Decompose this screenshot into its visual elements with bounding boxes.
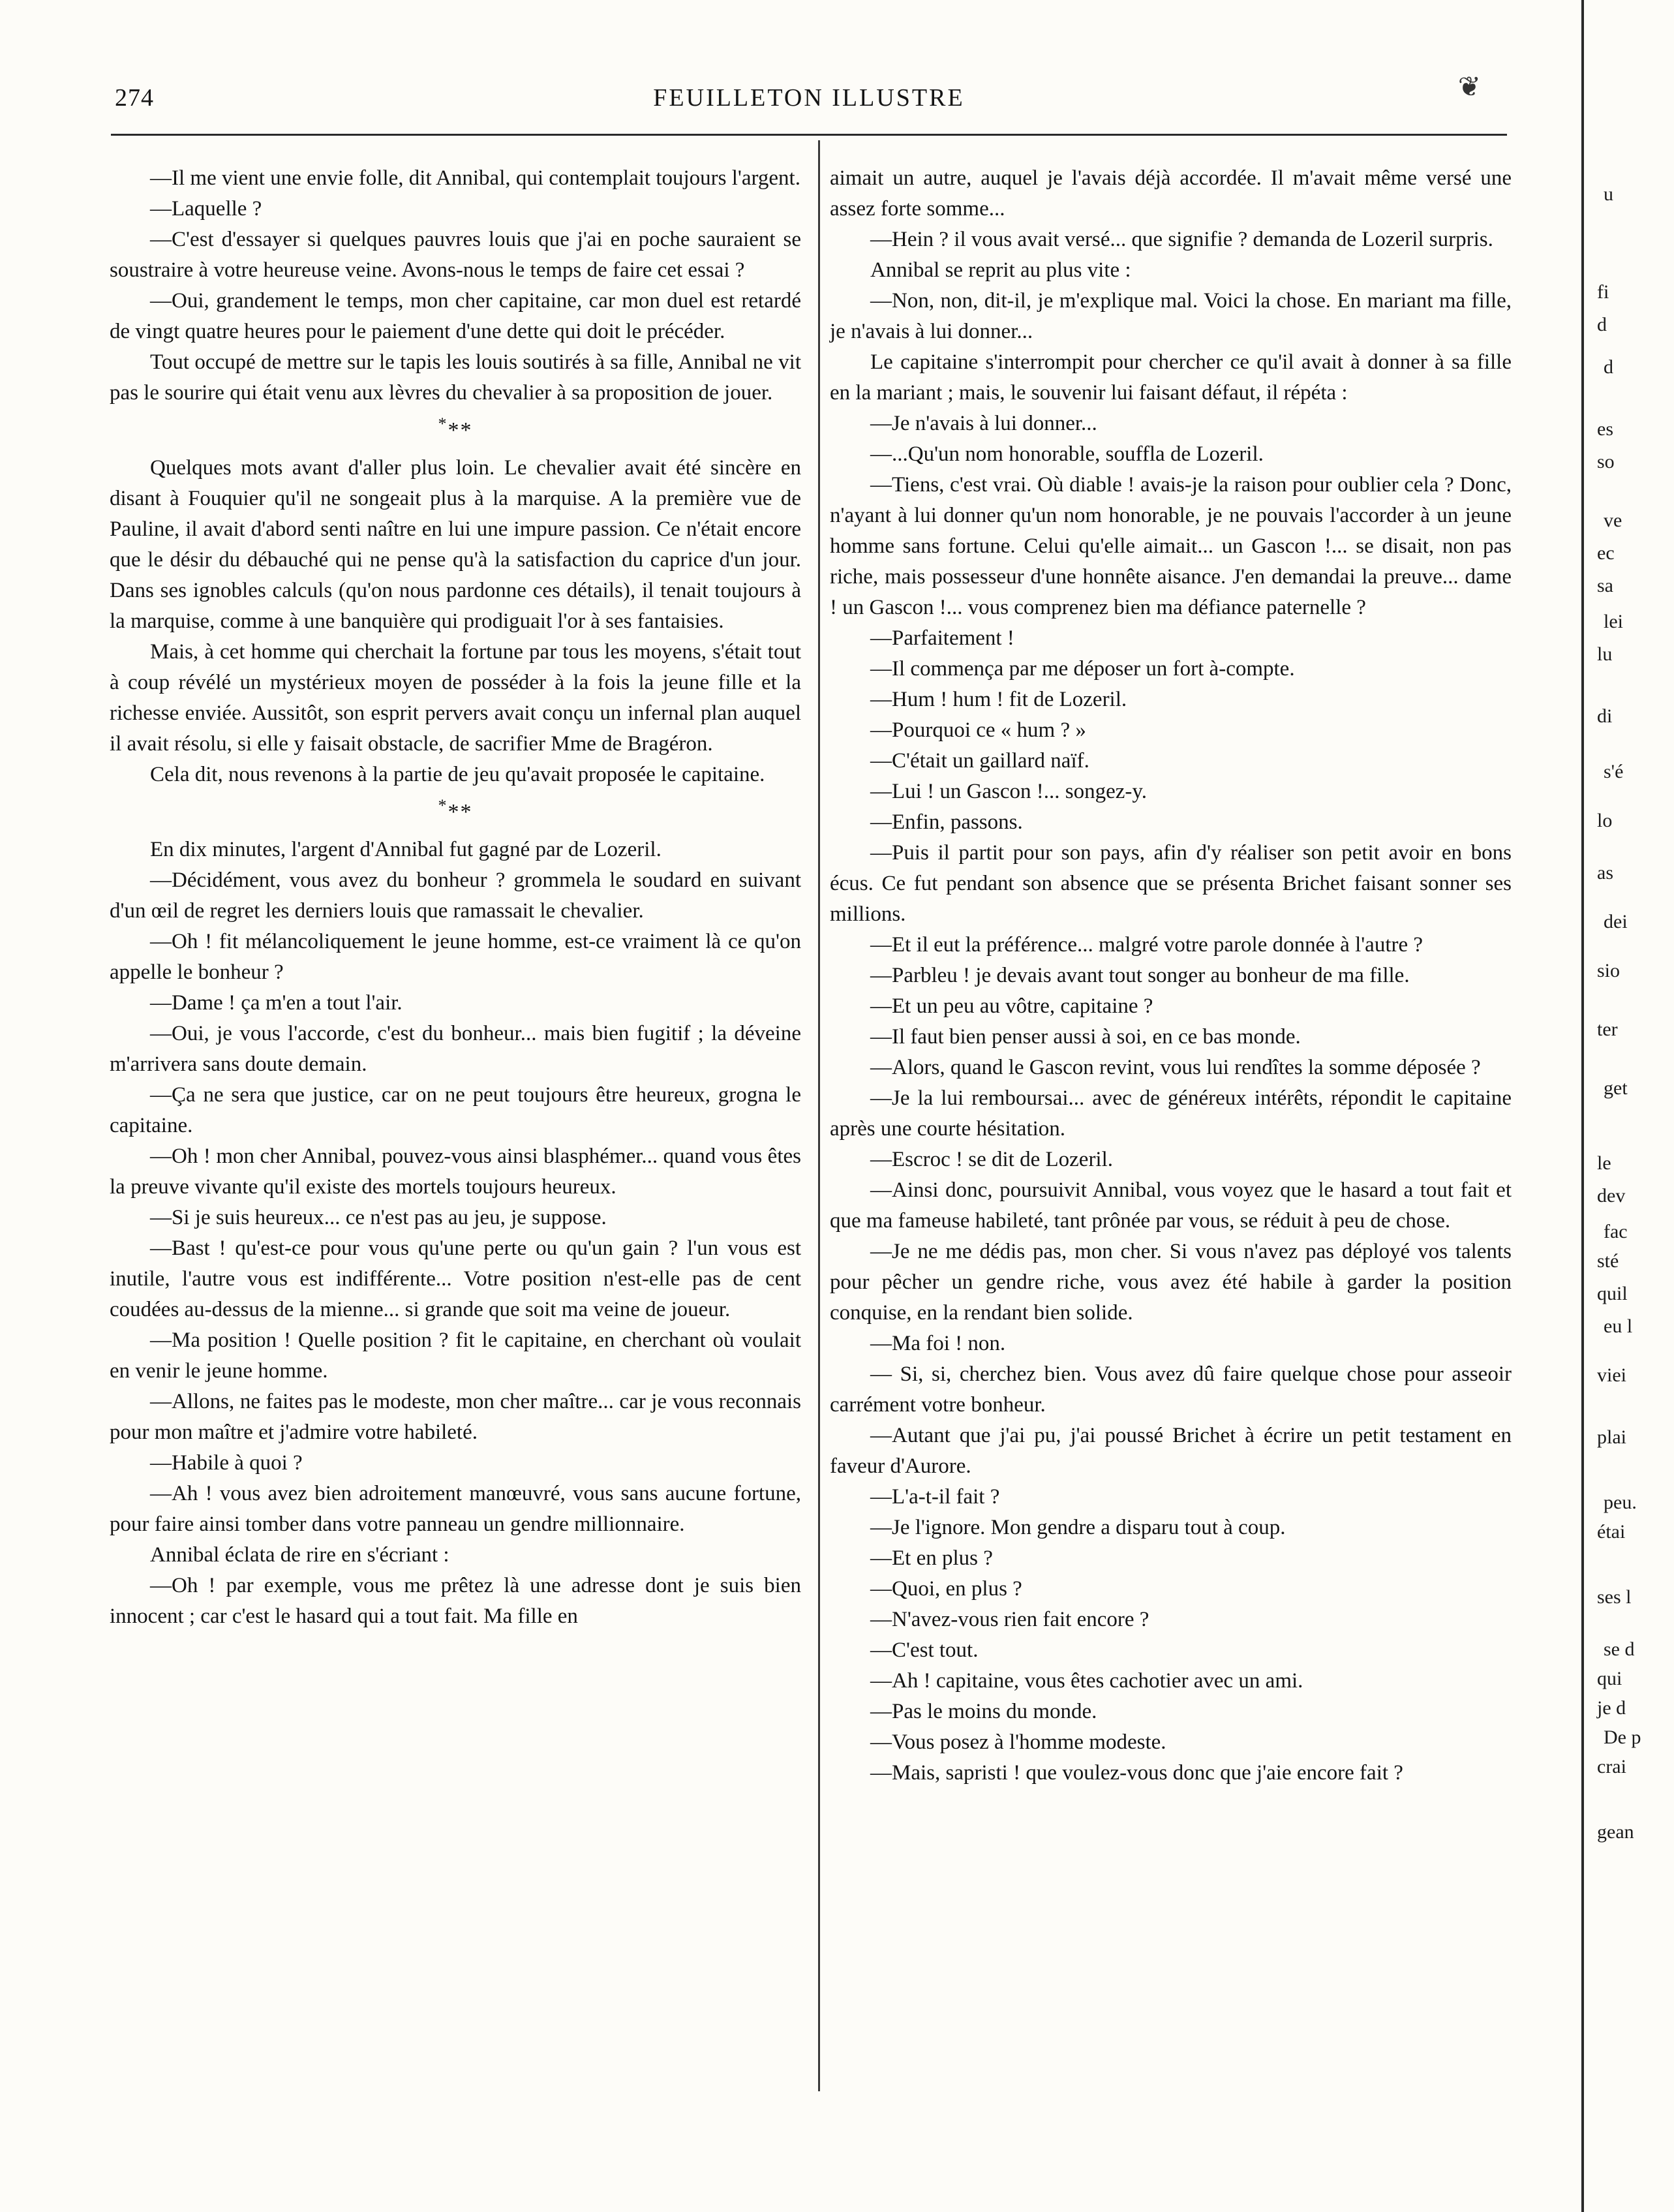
right-column	[830, 163, 1512, 1789]
edge-fragment: as	[1597, 862, 1613, 883]
edge-fragment: dei	[1604, 911, 1628, 932]
edge-fragment: ec	[1597, 542, 1615, 564]
paragraph: Mais, à cet homme qui cherchait la fortune par tous les moyens, s'était tout à coup révélé un mystérieux moyen de posséder à la fois la jeune fille et la richesse enviée. Aussitôt, son esprit pervers avait conçu un infernal plan auquel il avait résolu, si elle y faisait obstacle, de sacrifier Mme de Bragéron.	[110, 640, 801, 756]
edge-fragment: di	[1597, 705, 1613, 727]
edge-fragment: gean	[1597, 1821, 1634, 1843]
paragraph: —Ma foi ! non.	[870, 1332, 1006, 1355]
paragraph: —Non, non, dit-il, je m'explique mal. Voici la chose. En mariant ma fille, je n'avais à lui donner...	[830, 289, 1512, 343]
edge-fragment: get	[1604, 1077, 1628, 1099]
paragraph: —Je l'ignore. Mon gendre a disparu tout à coup.	[870, 1516, 1286, 1539]
paragraph: —Je n'avais à lui donner...	[870, 412, 1097, 435]
edge-fragment: peu.	[1604, 1492, 1637, 1513]
paragraph: —Autant que j'ai pu, j'ai poussé Brichet à écrire un petit testament en faveur d'Aurore.	[830, 1424, 1512, 1478]
paragraph: —Lui ! un Gascon !... songez-y.	[870, 780, 1148, 803]
paragraph: —Ah ! capitaine, vous êtes cachotier avec un ami.	[870, 1669, 1303, 1693]
paragraph: Tout occupé de mettre sur le tapis les louis soutirés à sa fille, Annibal ne vit pas le sourire qui était venu aux lèvres du chevalier à sa proposition de jouer.	[110, 350, 801, 405]
edge-fragment: so	[1597, 451, 1615, 472]
section-break: ***	[438, 414, 473, 442]
paragraph: —Laquelle ?	[150, 197, 262, 221]
paragraph: —Il commença par me déposer un fort à-compte.	[870, 657, 1295, 681]
paragraph: —Escroc ! se dit de Lozeril.	[870, 1148, 1114, 1171]
edge-fragment: De p	[1604, 1727, 1641, 1748]
paragraph: Le capitaine s'interrompit pour chercher ce qu'il avait à donner à sa fille en la mariant ; mais, le souvenir lui faisant défaut, il répéta :	[830, 350, 1512, 405]
edge-fragment: d	[1597, 314, 1607, 335]
paragraph: —C'est tout.	[870, 1638, 979, 1662]
paragraph: —Je la lui remboursai... avec de généreux intérêts, répondit le capitaine après une courte hésitation.	[830, 1086, 1512, 1141]
paragraph: Annibal éclata de rire en s'écriant :	[150, 1543, 449, 1567]
edge-fragment: ses l	[1597, 1586, 1632, 1608]
paragraph: —Tiens, c'est vrai. Où diable ! avais-je la raison pour oublier cela ? Donc, n'ayant à lui donner qu'un nom honorable, je ne pouvais l'accorder à un jeune homme sans fortune. Celui qu'elle aimait... un Gascon !... se disait, non pas riche, mais possesseur d'une honnête aisance. J'en demandai la preuve... dame ! un Gascon !... vous comprenez bien ma défiance paternelle ?	[830, 473, 1512, 619]
paragraph: —Dame ! ça m'en a tout l'air.	[150, 991, 403, 1015]
edge-fragment: viei	[1597, 1364, 1626, 1386]
edge-fragment: s'é	[1604, 761, 1624, 782]
paragraph: —Il faut bien penser aussi à soi, en ce bas monde.	[870, 1025, 1301, 1049]
paragraph: —Décidément, vous avez du bonheur ? grommela le soudard en suivant d'un œil de regret les derniers louis que ramassait le chevalier.	[110, 868, 801, 923]
edge-fragment: se d	[1604, 1638, 1635, 1660]
paragraph: —C'était un gaillard naïf.	[870, 749, 1089, 773]
paragraph: — Si, si, cherchez bien. Vous avez dû faire quelque chose pour asseoir carrément votre bonheur.	[830, 1362, 1512, 1417]
paragraph: —Ah ! vous avez bien adroitement manœuvré, vous sans aucune fortune, pour faire ainsi tomber dans votre panneau un gendre millionnaire.	[110, 1482, 801, 1536]
edge-fragment: crai	[1597, 1756, 1626, 1777]
edge-fragment: étai	[1597, 1521, 1626, 1543]
paragraph: —Pourquoi ce « hum ? »	[870, 718, 1086, 742]
paragraph: —Hein ? il vous avait versé... que signifie ? demanda de Lozeril surpris.	[870, 228, 1493, 251]
edge-fragment: dev	[1597, 1185, 1626, 1206]
paragraph: —Ça ne sera que justice, car on ne peut toujours être heureux, grogna le capitaine.	[110, 1083, 801, 1137]
edge-fragment: ve	[1604, 510, 1622, 531]
paragraph: —Pas le moins du monde.	[870, 1700, 1097, 1723]
paragraph: —Oh ! par exemple, vous me prêtez là une adresse dont je suis bien innocent ; car c'est le hasard qui a tout fait. Ma fille en	[110, 1574, 801, 1628]
edge-fragment: fac	[1604, 1221, 1628, 1242]
adjacent-page-fragment	[1592, 0, 1674, 2212]
paragraph: —Et il eut la préférence... malgré votre parole donnée à l'autre ?	[870, 933, 1423, 957]
paragraph: —N'avez-vous rien fait encore ?	[870, 1608, 1149, 1631]
paragraph: —Si je suis heureux... ce n'est pas au jeu, je suppose.	[150, 1206, 607, 1229]
left-column	[110, 163, 801, 1632]
paragraph: Cela dit, nous revenons à la partie de jeu qu'avait proposée le capitaine.	[150, 763, 765, 786]
paragraph: —Oh ! mon cher Annibal, pouvez-vous ainsi blasphémer... quand vous êtes la preuve vivante qu'il existe des mortels toujours heureux.	[110, 1144, 801, 1199]
section-break: ***	[438, 796, 473, 824]
paragraph: —Et en plus ?	[870, 1546, 993, 1570]
paragraph: —Alors, quand le Gascon revint, vous lui rendîtes la somme déposée ?	[870, 1056, 1481, 1079]
paragraph: —Parbleu ! je devais avant tout songer au bonheur de ma fille.	[870, 964, 1410, 987]
paragraph: —Oui, je vous l'accorde, c'est du bonheur... mais bien fugitif ; la déveine m'arrivera sans doute demain.	[110, 1022, 801, 1076]
edge-fragment: es	[1597, 418, 1613, 440]
paragraph: —Hum ! hum ! fit de Lozeril.	[870, 688, 1127, 711]
page-number: 274	[115, 84, 154, 112]
edge-fragment: lei	[1604, 611, 1623, 632]
paragraph: —Il me vient une envie folle, dit Annibal, qui contemplait toujours l'argent.	[150, 166, 800, 190]
edge-fragment: lu	[1597, 643, 1613, 665]
column-divider	[818, 140, 820, 2091]
ornament-icon: ❦	[1457, 72, 1481, 102]
paragraph: Annibal se reprit au plus vite :	[870, 258, 1131, 282]
edge-fragment: sté	[1597, 1250, 1619, 1272]
paragraph: —Bast ! qu'est-ce pour vous qu'une perte ou qu'un gain ? l'un vous est inutile, l'autre vous est indifférente... Votre position n'est-elle pas de cent coudées au-dessus de la mienne... si grande que soit ma veine de joueur.	[110, 1237, 801, 1321]
header-rule	[111, 134, 1507, 136]
edge-fragment: fi	[1597, 281, 1609, 303]
edge-fragment: sio	[1597, 960, 1621, 981]
paragraph: —Oh ! fit mélancoliquement le jeune homme, est-ce vraiment là ce qu'on appelle le bonheur ?	[110, 930, 801, 984]
edge-fragment: sa	[1597, 575, 1613, 596]
page-header	[111, 72, 1507, 129]
edge-fragment: quil	[1597, 1283, 1628, 1304]
paragraph: —Ainsi donc, poursuivit Annibal, vous voyez que le hasard a tout fait et que ma fameuse habileté, tant prônée par vous, se réduit à peu de chose.	[830, 1178, 1512, 1233]
paragraph: —Parfaitement !	[870, 626, 1014, 650]
paragraph: —Vous posez à l'homme modeste.	[870, 1730, 1166, 1754]
paragraph: —Puis il partit pour son pays, afin d'y réaliser son petit avoir en bons écus. Ce fut pendant son absence que se présenta Brichet faisant sonner ses millions.	[830, 841, 1512, 926]
paragraph: —...Qu'un nom honorable, souffla de Lozeril.	[870, 442, 1264, 466]
edge-fragment: u	[1604, 183, 1613, 205]
paragraph: —L'a-t-il fait ?	[870, 1485, 1000, 1509]
paragraph: Quelques mots avant d'aller plus loin. Le chevalier avait été sincère en disant à Fouquier qu'il ne songeait plus à la marquise. A la première vue de Pauline, il avait d'abord senti naître en lui une impure passion. Ce n'était encore que le désir du débauché qui ne pense qu'à la satisfaction du caprice d'un jour. Dans ses ignobles calculs (qu'on nous pardonne ces détails), il tenait toujours à la marquise, comme à une banquière qui prodiguait l'or à ses fantaisies.	[110, 456, 801, 633]
paragraph: —Enfin, passons.	[870, 810, 1023, 834]
paragraph: —Ma position ! Quelle position ? fit le capitaine, en cherchant où voulait en venir le jeune homme.	[110, 1329, 801, 1383]
edge-fragment: eu l	[1604, 1315, 1633, 1337]
paragraph: —Habile à quoi ?	[150, 1451, 303, 1475]
paragraph: —C'est d'essayer si quelques pauvres louis que j'ai en poche sauraient se soustraire à votre heureuse veine. Avons-nous le temps de faire cet essai ?	[110, 228, 801, 282]
edge-fragment: qui	[1597, 1668, 1622, 1689]
edge-fragment: lo	[1597, 810, 1613, 831]
running-title: FEUILLETON ILLUSTRE	[653, 84, 965, 112]
edge-fragment: d	[1604, 356, 1613, 378]
edge-fragment: le	[1597, 1152, 1611, 1174]
paragraph: —Je ne me dédis pas, mon cher. Si vous n'avez pas déployé vos talents pour pêcher un gendre riche, vous avez été habile à garder la position conquise, en la rendant bien solide.	[830, 1240, 1512, 1325]
paragraph: —Et un peu au vôtre, capitaine ?	[870, 994, 1153, 1018]
edge-fragment: plai	[1597, 1426, 1626, 1448]
paragraph: —Allons, ne faites pas le modeste, mon cher maître... car je vous reconnais pour mon maître et j'admire votre habileté.	[110, 1390, 801, 1444]
paragraph: —Mais, sapristi ! que voulez-vous donc que j'aie encore fait ?	[870, 1761, 1403, 1785]
paragraph: —Oui, grandement le temps, mon cher capitaine, car mon duel est retardé de vingt quatre heures pour le paiement d'une dette qui doit le précéder.	[110, 289, 801, 343]
paragraph: aimait un autre, auquel je l'avais déjà accordée. Il m'avait même versé une assez forte somme...	[830, 166, 1512, 221]
paragraph: En dix minutes, l'argent d'Annibal fut gagné par de Lozeril.	[150, 838, 662, 861]
edge-fragment: je d	[1597, 1697, 1626, 1719]
page-edge-rule	[1581, 0, 1584, 2212]
edge-fragment: ter	[1597, 1019, 1618, 1040]
paragraph: —Quoi, en plus ?	[870, 1577, 1022, 1601]
